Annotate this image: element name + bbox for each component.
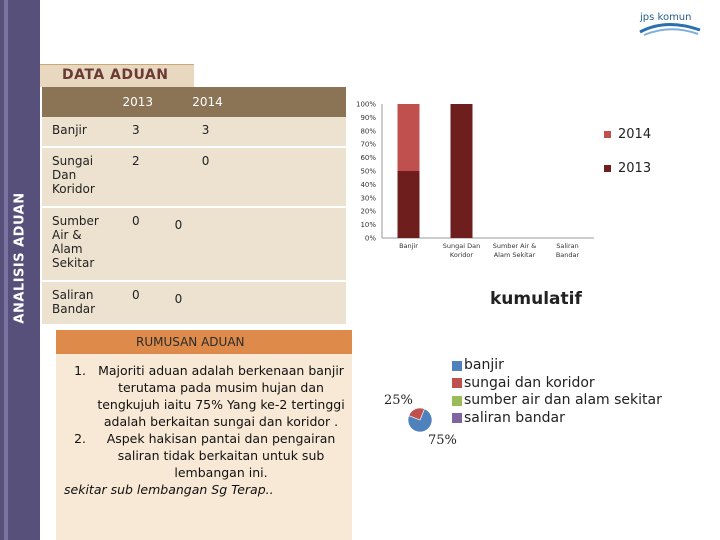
legend-swatch [452, 378, 462, 388]
table-cell-spacer [242, 281, 346, 325]
rumusan-title-text: RUMUSAN ADUAN [136, 335, 245, 349]
y-tick-label: 100% [355, 100, 376, 109]
legend-swatch [452, 361, 462, 371]
y-tick-label: 70% [360, 140, 376, 149]
pie-data-label: 75% [428, 433, 457, 448]
legend-label: sungai dan koridor [464, 374, 595, 391]
table-cell-2014: 0 [173, 207, 243, 281]
legend-item [452, 375, 662, 393]
table-cell-2014: 3 [173, 117, 243, 147]
table-cell-category: Sungai Dan Koridor [42, 147, 103, 207]
x-tick-label: Sumber Air & [492, 242, 537, 250]
table-cell-2014: 0 [173, 147, 243, 207]
bar-2013 [451, 104, 473, 238]
table-row [42, 281, 346, 325]
table-row [42, 147, 346, 207]
kumulatif-title: kumulatif [490, 289, 582, 309]
legend-label: 2013 [618, 161, 652, 176]
table-cell-category: Sumber Air & Alam Sekitar [42, 207, 103, 281]
y-tick-label: 90% [360, 113, 376, 122]
legend-swatch [452, 396, 462, 406]
legend-swatch [604, 131, 611, 138]
sidebar-title: ANALISIS ADUAN [12, 192, 28, 324]
rumusan-item-text: Majoriti aduan adalah berkenaan banjir terutama pada musim hujan dan tengkujuh iaitu 75% Yang ke-2 tertinggi adalah berkaitan sungai dan koridor . [97, 363, 345, 429]
table-cell-category: Banjir [42, 117, 103, 147]
rumusan-tail: sekitar sub lembangan Sg Terap.. [64, 482, 274, 497]
legend-label: sumber air dan alam sekitar [464, 392, 662, 408]
rumusan-item [60, 362, 350, 430]
legend-label: saliran bandar [464, 409, 565, 426]
data-aduan-title-text: DATA ADUAN [62, 67, 169, 83]
y-tick-label: 20% [360, 207, 376, 216]
pie-legend [452, 357, 662, 427]
legend-label: 2014 [618, 127, 652, 142]
legend-item [452, 357, 662, 375]
rumusan-item [60, 430, 350, 481]
bar-2014 [398, 104, 420, 171]
sidebar [0, 0, 40, 540]
bar-2013 [398, 171, 420, 238]
table-header-2013: 2013 [103, 87, 173, 117]
x-tick-label: Alam Sekitar [493, 251, 536, 259]
table-header-row [42, 87, 346, 117]
y-tick-label: 60% [360, 154, 376, 163]
legend-label: banjir [464, 357, 504, 373]
y-tick-label: 80% [360, 127, 376, 136]
table-cell-2013: 3 [103, 117, 173, 147]
table-cell-2013: 2 [103, 147, 173, 207]
legend-swatch [452, 413, 462, 423]
x-tick-label: Koridor [449, 251, 474, 259]
table-header-2014: 2014 [173, 87, 243, 117]
table-row [42, 207, 346, 281]
pie-data-label: 25% [384, 393, 413, 408]
table-cell-spacer [242, 147, 346, 207]
table-header-category [42, 87, 103, 117]
table-cell-category: Saliran Bandar [42, 281, 103, 325]
x-tick-label: Sungai Dan [442, 242, 481, 250]
rumusan-item-number: 1. [74, 363, 86, 378]
y-tick-label: 10% [360, 221, 376, 230]
bar-chart [336, 96, 716, 276]
x-tick-label: Bandar [555, 251, 580, 259]
data-aduan-table [42, 87, 346, 326]
x-tick-label: Saliran [556, 242, 579, 250]
table-cell-spacer [242, 117, 346, 147]
rumusan-item-text: Aspek hakisan pantai dan pengairan saliran tidak berkaitan untuk sub lembangan ini. [106, 431, 336, 480]
rumusan-list [60, 362, 350, 498]
table-row [42, 117, 346, 147]
legend-swatch [604, 165, 611, 172]
table-cell-spacer [242, 207, 346, 281]
sidebar-accent [4, 0, 8, 540]
y-tick-label: 40% [360, 180, 376, 189]
legend-item [452, 392, 662, 410]
y-tick-label: 0% [364, 234, 376, 243]
table-cell-2014: 0 [173, 281, 243, 325]
table-cell-2013: 0 [103, 281, 173, 325]
legend-item [452, 410, 662, 428]
data-aduan-title [40, 64, 194, 87]
x-tick-label: Banjir [399, 242, 418, 250]
rumusan-title [56, 330, 352, 354]
table-cell-2013: 0 [103, 207, 173, 281]
logo-text: jps komun [640, 12, 692, 23]
y-tick-label: 30% [360, 194, 376, 203]
rumusan-item-number: 2. [74, 431, 86, 446]
table-header-spacer [242, 87, 346, 117]
y-tick-label: 50% [360, 167, 376, 176]
